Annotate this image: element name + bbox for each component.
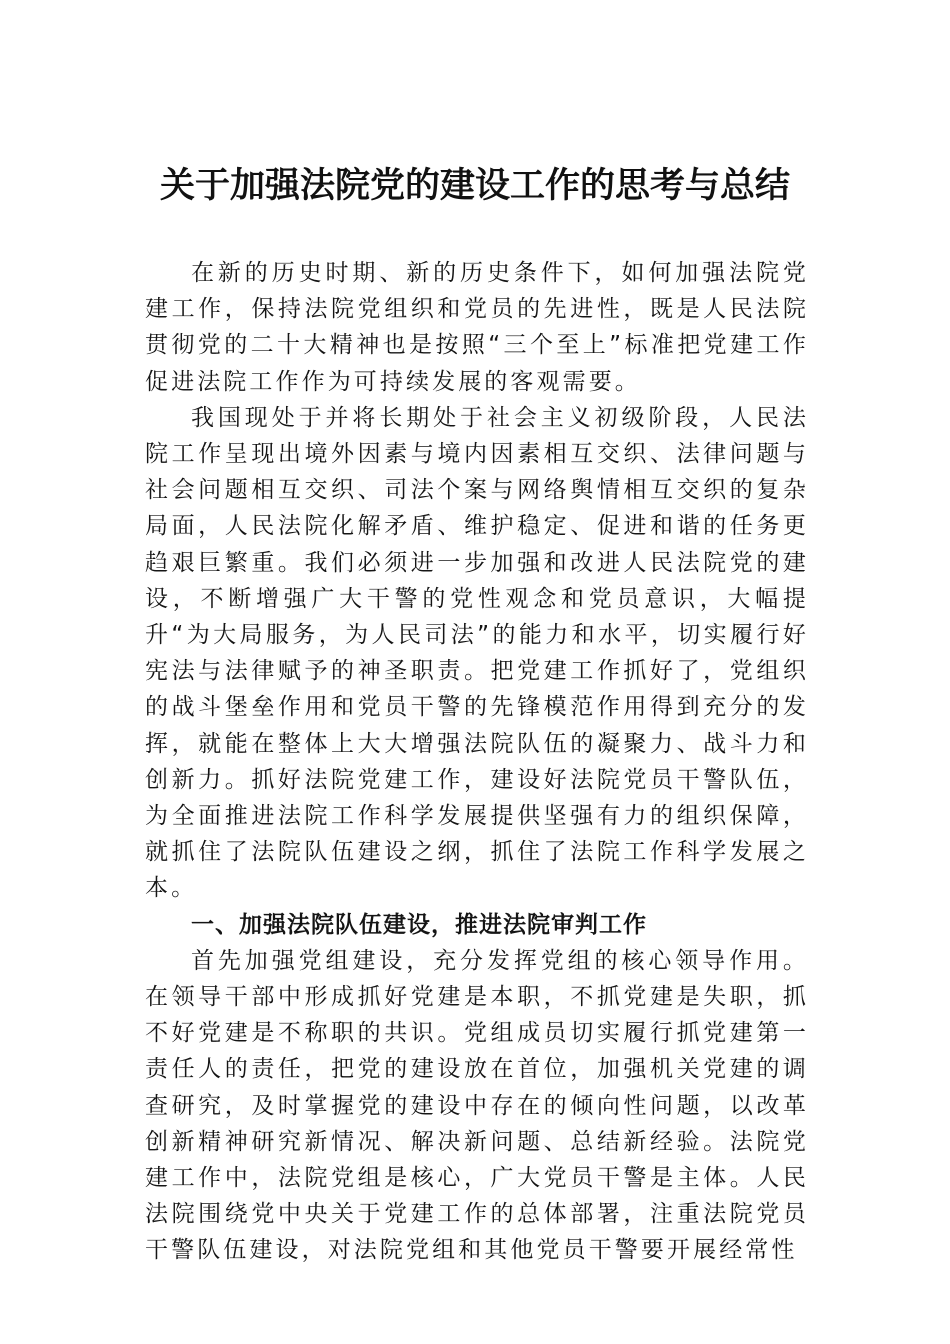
paragraph-intro: 在新的历史时期、新的历史条件下，如何加强法院党建工作，保持法院党组织和党员的先进性，既是人民法院贯彻党的二十大精神也是按照“三个至上”标准把党建工作促进法院工作作为可持续发展的客观需要。 — [145, 260, 809, 395]
document-title: 关于加强法院党的建设工作的思考与总结 — [159, 165, 790, 206]
section-heading-1: 一、加强法院队伍建设，推进法院审判工作 — [191, 911, 647, 938]
paragraph-section-1: 首先加强党组建设，充分发挥党组的核心领导作用。在领导干部中形成抓好党建是本职，不抓党建是失职，抓不好党建是不称职的共识。党组成员切实履行抓党建第一责任人的责任，把党的建设放在首位，加强机关党建的调查研究，及时掌握党的建设中存在的倾向性问题，以改革创新精神研究新情况、解决新问题、总结新经验。法院党建工作中，法院党组是核心，广大党员干警是主体。人民法院围绕党中央关于党建工作的总体部署，注重法院党员干警队伍建设，对法院党组和其他党员干警要开展经常性 — [145, 947, 809, 1264]
document-body — [145, 255, 809, 1269]
paragraph-background: 我国现处于并将长期处于社会主义初级阶段，人民法院工作呈现出境外因素与境内因素相互交织、法律问题与社会问题相互交织、司法个案与网络舆情相互交织的复杂局面，人民法院化解矛盾、维护稳定、促进和谐的任务更趋艰巨繁重。我们必须进一步加强和改进人民法院党的建设，不断增强广大干警的党性观念和党员意识，大幅提升“为大局服务，为人民司法”的能力和水平，切实履行好宪法与法律赋予的神圣职责。把党建工作抓好了，党组织的战斗堡垒作用和党员干警的先锋模范作用得到充分的发挥，就能在整体上大大增强法院队伍的凝聚力、战斗力和创新力。抓好法院党建工作，建设好法院党员干警队伍，为全面推进法院工作科学发展提供坚强有力的组织保障，就抓住了法院队伍建设之纲，抓住了法院工作科学发展之本。 — [145, 404, 809, 902]
